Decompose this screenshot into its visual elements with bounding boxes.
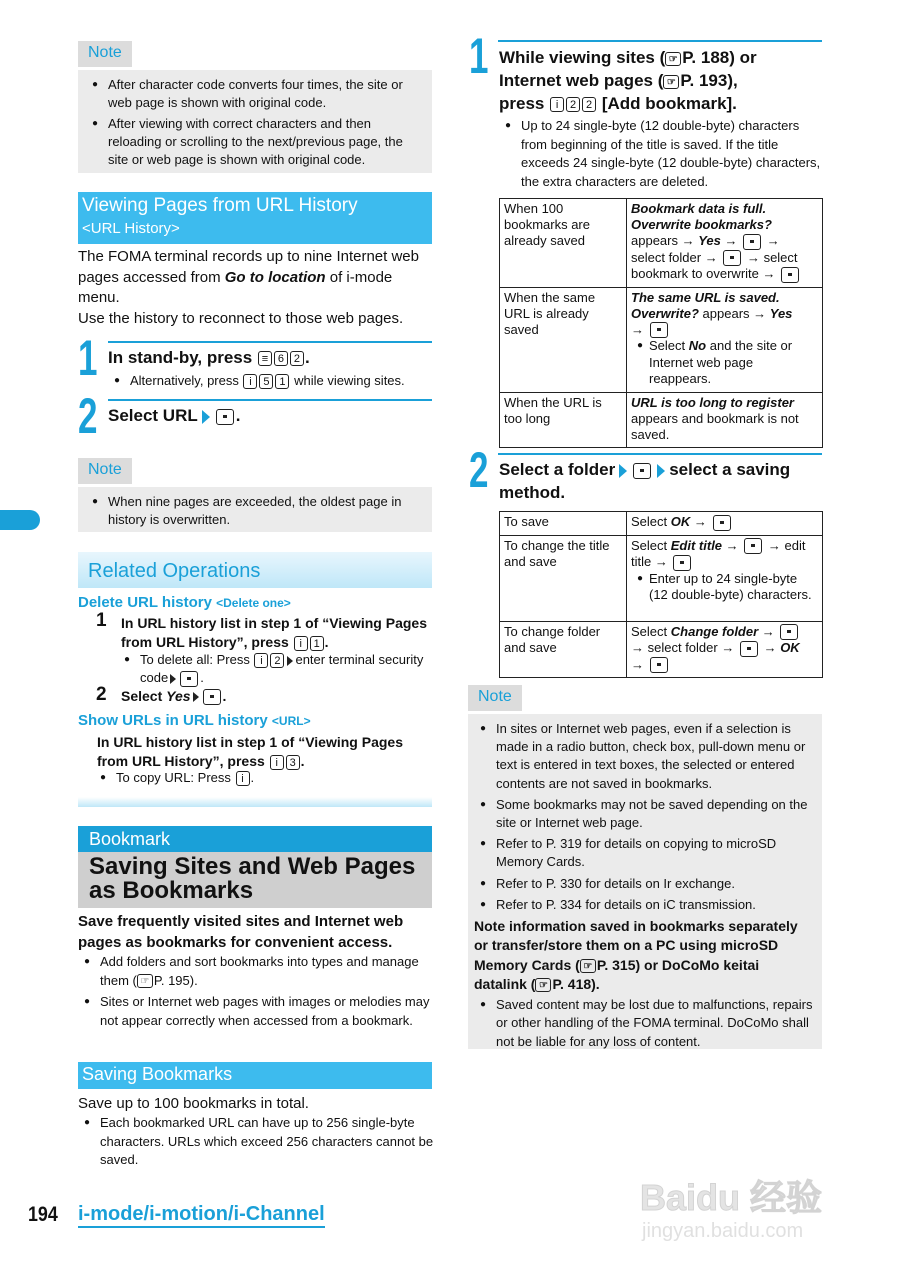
imode-key-icon: i xyxy=(243,374,257,389)
step-number: 1 xyxy=(78,330,98,386)
watermark xyxy=(640,1160,880,1270)
table-cell: The same URL is saved. Overwrite? appears → Yes → ● Select No and the site or Internet web page reappears. xyxy=(627,287,823,392)
key-2: 2 xyxy=(582,97,596,112)
save-methods-table xyxy=(499,511,823,678)
substep-text: In URL history list in step 1 of “Viewing Pages from URL History”, press i 3 . xyxy=(97,734,403,769)
center-key-icon xyxy=(650,322,668,338)
imode-key-icon: i xyxy=(254,653,268,668)
key-2: 2 xyxy=(290,351,304,366)
imode-key-icon: i xyxy=(294,636,308,651)
divider-gradient xyxy=(78,797,432,807)
table-cell: Select Change folder → → select folder → → OK → xyxy=(627,621,823,678)
note-bold-text: Note information saved in bookmarks separately or transfer/store them on a PC using microSD Memory Cards ( ☞ P. 315) or DoCoMo keitai datalink ( ☞ P. 418). xyxy=(474,918,798,992)
bookmark-label: Bookmark xyxy=(89,829,171,849)
step-title: In stand-by, press ≡ 6 2 . xyxy=(108,348,310,367)
table-row xyxy=(500,392,823,447)
saving-bullet: ● Each bookmarked URL can have up to 256 single-byte characters. URLs which exceed 256 characters cannot be saved. xyxy=(78,1114,434,1170)
arrow-right-icon xyxy=(193,692,199,702)
step-title: Select URL . xyxy=(108,406,241,425)
page-number: 194 xyxy=(28,1203,58,1226)
center-key-icon xyxy=(780,624,798,640)
chapter-title: i-mode/i-motion/i-Channel xyxy=(78,1202,325,1228)
center-key-icon xyxy=(216,409,234,425)
key-3: 3 xyxy=(286,755,300,770)
substep-text: Select Yes . xyxy=(121,688,227,704)
note-bullet: ● Some bookmarks may not be saved depending on the site or Internet web page. xyxy=(474,796,814,832)
watermark-logo: Baidu 经验 xyxy=(640,1177,823,1218)
step-bullet: ● Up to 24 single-byte (12 double-byte) characters from beginning of the title is saved. If the title exceeds 24 single-byte (12 double-byte) characters, the extra characters are deleted. xyxy=(499,117,825,191)
bookmark-save-conditions-table xyxy=(499,198,823,448)
substep-text: In URL history list in step 1 of “Viewing Pages from URL History”, press i 1 . xyxy=(121,615,427,650)
delete-url-history-link[interactable]: Delete URL history <Delete one> xyxy=(78,594,291,611)
center-key-icon xyxy=(650,657,668,673)
substep-bullet: ● To delete all: Press i 2 enter terminal security code . xyxy=(118,651,434,687)
page-title: Saving Sites and Web Pages as Bookmarks xyxy=(89,853,416,904)
reference-icon: ☞ xyxy=(580,959,596,973)
step-title: While viewing sites ( ☞ P. 188) or Internet web pages ( ☞ P. 193), press i 2 2 [Add bookmark]. xyxy=(499,48,757,113)
section-title-url-history: Viewing Pages from URL History <URL History> xyxy=(78,192,432,244)
table-cell: Bookmark data is full. Overwrite bookmarks? appears → Yes → → select folder → → select bookmark to overwrite → xyxy=(627,199,823,288)
center-key-icon xyxy=(713,515,731,531)
reference-icon: ☞ xyxy=(137,974,153,988)
note-box xyxy=(78,487,432,532)
note-box xyxy=(78,70,432,173)
bookmark-intro: Save frequently visited sites and Internet web pages as bookmarks for convenient access. xyxy=(78,913,404,951)
step-number: 2 xyxy=(78,388,98,444)
table-cell: Select OK → xyxy=(627,512,823,536)
step-rule xyxy=(108,341,432,343)
table-cell: To save xyxy=(500,512,627,536)
arrow-right-icon xyxy=(287,656,293,666)
arrow-right-icon xyxy=(619,464,627,478)
table-row xyxy=(500,287,823,392)
bookmark-bullet: ● Add folders and sort bookmarks into types and manage them ( ☞ P. 195). xyxy=(78,953,434,990)
reference-icon: ☞ xyxy=(535,978,551,992)
substep-bullet: ● To copy URL: Press i . xyxy=(94,769,424,787)
reference-icon: ☞ xyxy=(665,52,681,66)
table-cell: To change the title and save xyxy=(500,535,627,621)
imode-key-icon: i xyxy=(270,755,284,770)
substep-number: 2 xyxy=(96,684,107,705)
table-row xyxy=(500,535,823,621)
center-key-icon xyxy=(723,250,741,266)
key-2: 2 xyxy=(566,97,580,112)
step-rule xyxy=(498,453,822,455)
center-key-icon xyxy=(180,671,198,687)
step-number: 1 xyxy=(469,28,489,84)
note-bullet: ● Refer to P. 319 for details on copying to microSD Memory Cards. xyxy=(474,835,814,871)
step-bullet: ● Alternatively, press i 5 1 while viewing sites. xyxy=(108,372,438,390)
table-row xyxy=(500,621,823,678)
key-1: 1 xyxy=(310,636,324,651)
table-cell: URL is too long to register appears and bookmark is not saved. xyxy=(627,392,823,447)
table-row xyxy=(500,512,823,536)
note-bullet: ● After character code converts four times, the site or web page is shown with original code. xyxy=(86,76,422,112)
note-bullet: ● After viewing with correct characters and then reloading or scrolling to the next/previous page, the site or web page is shown with original code. xyxy=(86,115,422,169)
table-row xyxy=(500,199,823,288)
note-box xyxy=(468,714,822,1049)
note-bullet: ● In sites or Internet web pages, even if a selection is made in a radio button, check box, pull-down menu or text is entered in text boxes, the selected or entered contents are not saved in bookmarks. xyxy=(474,720,814,793)
arrow-right-icon xyxy=(170,674,176,684)
table-bullet: ● Select No and the site or Internet web page reappears. xyxy=(631,338,818,388)
related-operations-title: Related Operations xyxy=(88,560,261,582)
center-key-icon xyxy=(203,689,221,705)
imode-key-icon: i xyxy=(236,771,250,786)
menu-key-icon: ≡ xyxy=(258,351,272,366)
arrow-right-icon xyxy=(202,410,210,424)
bookmark-bullet: ● Sites or Internet web pages with images or melodies may not appear correctly when accessed from a bookmark. xyxy=(78,993,434,1030)
center-key-icon xyxy=(743,234,761,250)
side-index-tab xyxy=(0,510,40,530)
note-bullet: ● Refer to P. 330 for details on Ir exchange. xyxy=(474,875,814,893)
table-cell: When the URL is too long xyxy=(500,392,627,447)
step-number: 2 xyxy=(469,442,489,498)
note-bullet: ● Refer to P. 334 for details on iC transmission. xyxy=(474,896,814,914)
table-cell: Select Edit title → → edit title → ● Enter up to 24 single-byte (12 double-byte) characters. xyxy=(627,535,823,621)
center-key-icon xyxy=(740,641,758,657)
note-bullet: ● Saved content may be lost due to malfunctions, repairs or other handling of the FOMA terminal. DoCoMo shall not be liable for any loss of content. xyxy=(474,996,814,1051)
step-rule xyxy=(498,40,822,42)
center-key-icon xyxy=(673,555,691,571)
table-cell: When 100 bookmarks are already saved xyxy=(500,199,627,288)
table-bullet: ● Enter up to 24 single-byte (12 double-byte) characters. xyxy=(631,571,818,604)
note-bullet: ● When nine pages are exceeded, the oldest page in history is overwritten. xyxy=(86,493,422,529)
table-cell: To change folder and save xyxy=(500,621,627,678)
key-2: 2 xyxy=(270,653,284,668)
center-key-icon xyxy=(633,463,651,479)
watermark-url: jingyan.baidu.com xyxy=(642,1220,804,1242)
key-5: 5 xyxy=(259,374,273,389)
imode-key-icon: i xyxy=(550,97,564,112)
table-cell: When the same URL is already saved xyxy=(500,287,627,392)
reference-icon: ☞ xyxy=(663,75,679,89)
show-urls-link[interactable]: Show URLs in URL history <URL> xyxy=(78,712,311,729)
center-key-icon xyxy=(744,538,762,554)
url-history-description: The FOMA terminal records up to nine Internet web pages accessed from Go to location of i-mode menu. Use the history to reconnect to those web pages. xyxy=(78,248,419,327)
section-title-saving-bookmarks: Saving Bookmarks xyxy=(78,1062,432,1089)
saving-description: Save up to 100 bookmarks in total. xyxy=(78,1095,309,1112)
step-title: Select a folder select a saving method. xyxy=(499,460,791,502)
note-tab: Note xyxy=(78,458,132,484)
note-tab: Note xyxy=(78,41,132,67)
note-tab: Note xyxy=(468,685,522,711)
arrow-right-icon xyxy=(657,464,665,478)
key-6: 6 xyxy=(274,351,288,366)
substep-number: 1 xyxy=(96,610,107,631)
center-key-icon xyxy=(781,267,799,283)
key-1: 1 xyxy=(275,374,289,389)
step-rule xyxy=(108,399,432,401)
